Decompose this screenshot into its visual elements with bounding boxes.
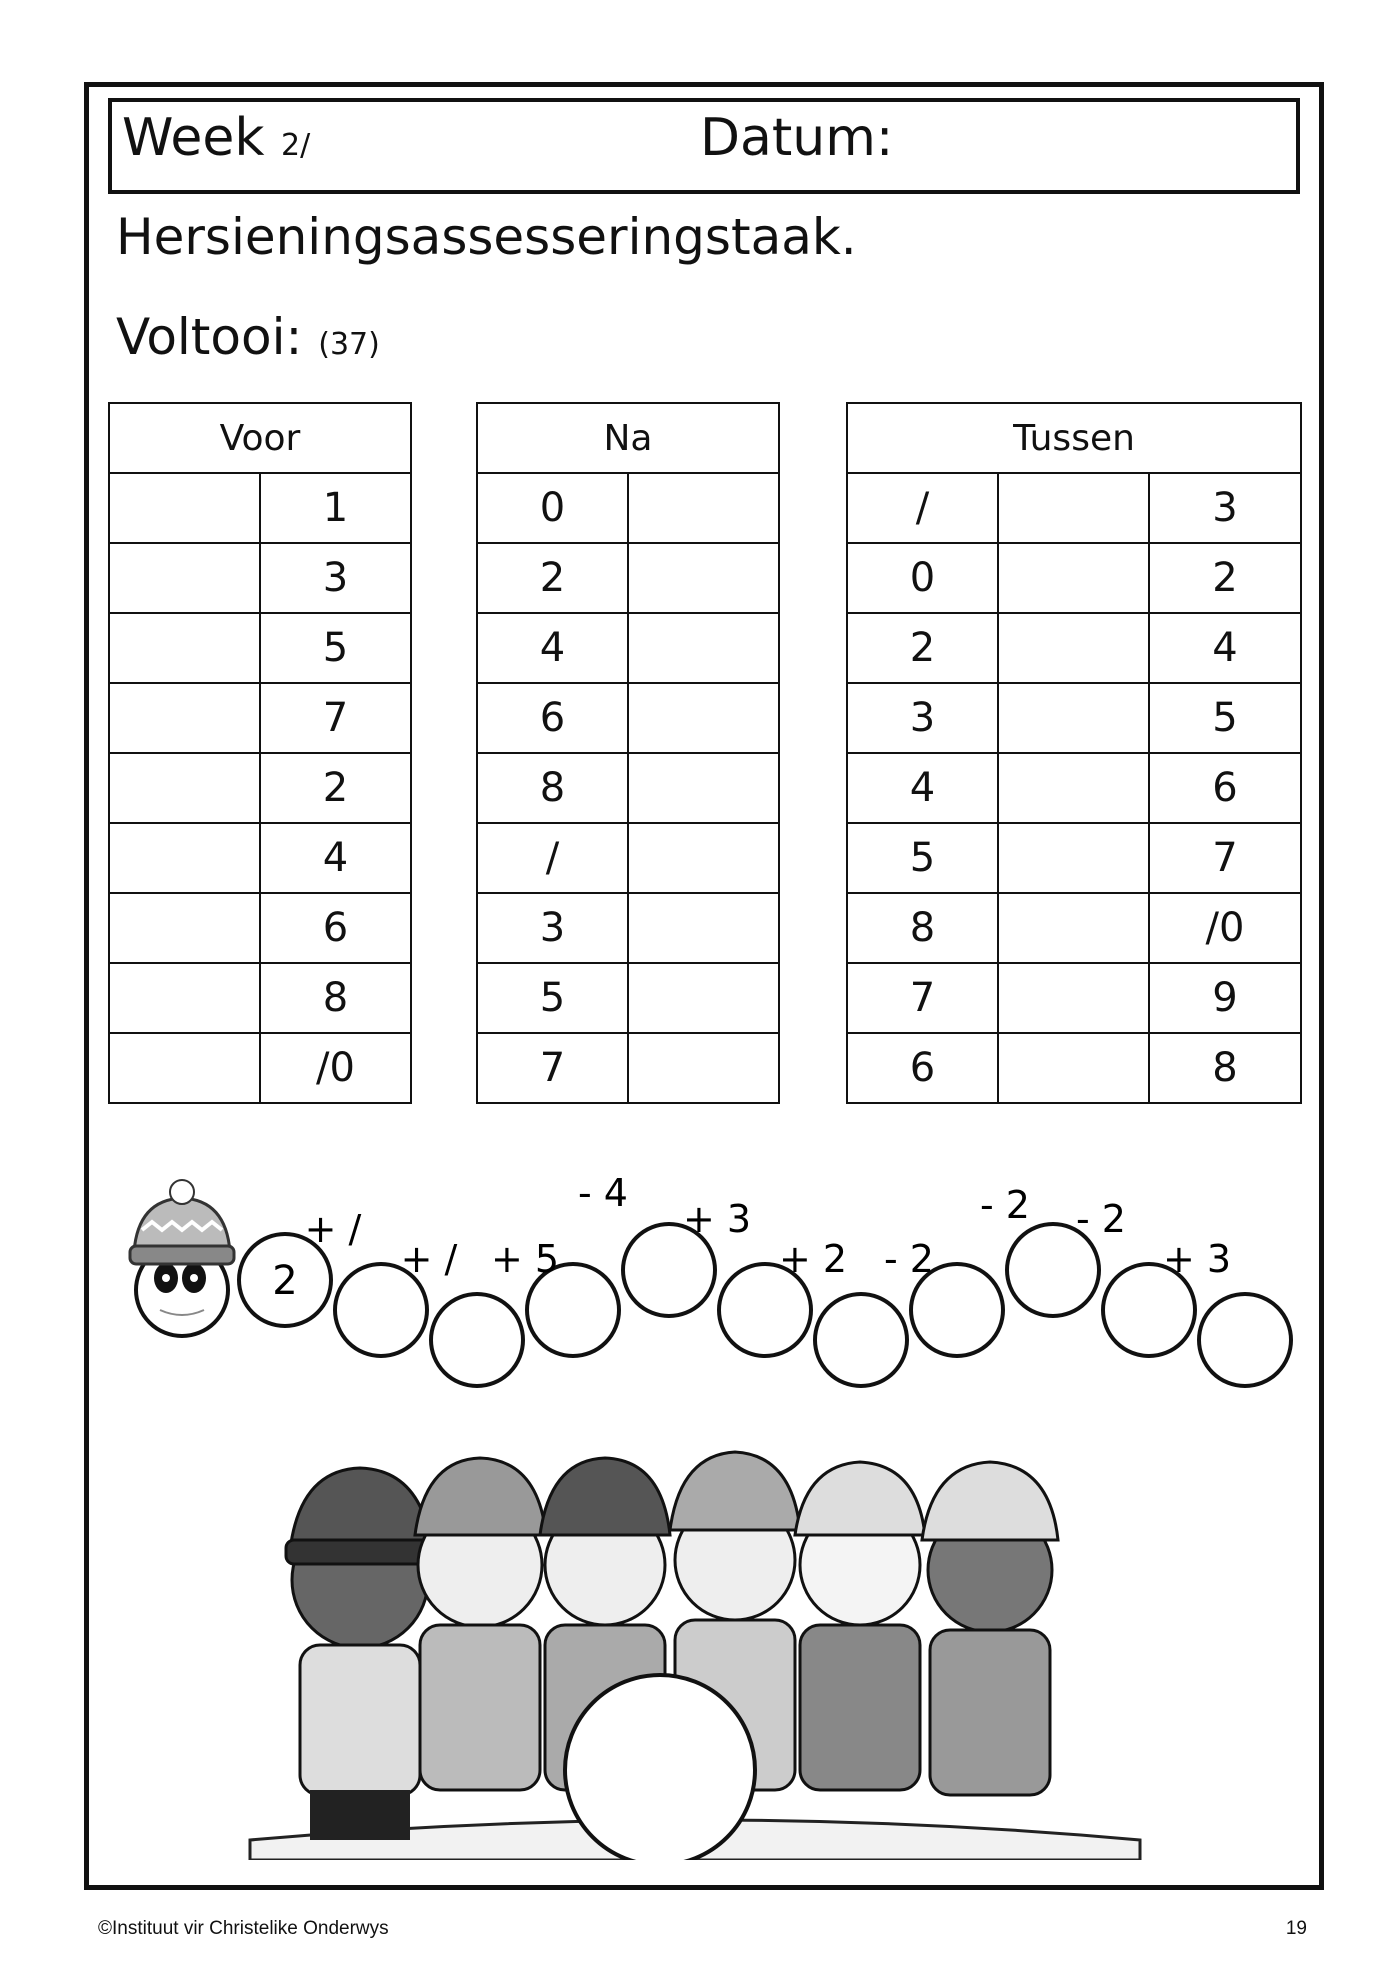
na-number-cell: 4 xyxy=(477,613,628,683)
operation-label: + / xyxy=(400,1237,458,1281)
operation-label: + / xyxy=(304,1207,362,1251)
voor-row xyxy=(109,823,411,893)
tussen-number-cell: 6 xyxy=(1149,753,1301,823)
na-row xyxy=(477,613,779,683)
voor-number-cell: 6 xyxy=(260,893,411,963)
na-number-cell: / xyxy=(477,823,628,893)
voor-number-cell: 4 xyxy=(260,823,411,893)
tussen-row xyxy=(847,543,1301,613)
tussen-number-cell: 8 xyxy=(1149,1033,1301,1103)
operation-label: - 2 xyxy=(980,1183,1030,1227)
na-row xyxy=(477,963,779,1033)
operation-label: - 2 xyxy=(1076,1197,1126,1241)
na-answer-cell[interactable] xyxy=(628,473,779,543)
snowball-icon xyxy=(565,1675,755,1860)
operation-label: - 2 xyxy=(884,1237,934,1281)
voor-row xyxy=(109,963,411,1033)
voor-answer-cell[interactable] xyxy=(109,543,260,613)
voor-answer-cell[interactable] xyxy=(109,683,260,753)
operation-label: + 2 xyxy=(778,1237,848,1281)
voor-table-body xyxy=(109,473,411,1103)
sequence-circles xyxy=(239,1224,1291,1386)
voor-answer-cell[interactable] xyxy=(109,613,260,683)
na-answer-cell[interactable] xyxy=(628,963,779,1033)
footer-page-number: 19 xyxy=(1285,1918,1307,1939)
tussen-number-cell: /0 xyxy=(1149,893,1301,963)
voor-row xyxy=(109,473,411,543)
tussen-row xyxy=(847,963,1301,1033)
na-answer-cell[interactable] xyxy=(628,683,779,753)
tussen-answer-cell[interactable] xyxy=(998,1033,1149,1103)
operation-label: + 3 xyxy=(1162,1237,1232,1281)
na-answer-cell[interactable] xyxy=(628,613,779,683)
na-table-body xyxy=(477,473,779,1103)
na-number-cell: 5 xyxy=(477,963,628,1033)
child-2-figure xyxy=(415,1458,546,1790)
na-answer-cell[interactable] xyxy=(628,1033,779,1103)
voor-number-cell: 3 xyxy=(260,543,411,613)
na-heading: Na xyxy=(477,403,779,473)
voor-row xyxy=(109,893,411,963)
tussen-row xyxy=(847,473,1301,543)
week-label xyxy=(122,108,311,168)
voor-row xyxy=(109,753,411,823)
voor-answer-cell[interactable] xyxy=(109,893,260,963)
na-row xyxy=(477,473,779,543)
answer-circle[interactable] xyxy=(815,1294,907,1386)
tussen-answer-cell[interactable] xyxy=(998,753,1149,823)
voor-answer-cell[interactable] xyxy=(109,963,260,1033)
tussen-row xyxy=(847,613,1301,683)
tussen-number-cell: 2 xyxy=(847,613,998,683)
tussen-number-cell: 7 xyxy=(1149,823,1301,893)
tussen-answer-cell[interactable] xyxy=(998,473,1149,543)
children-building-snowman-icon xyxy=(240,1440,1160,1860)
tussen-number-cell: 2 xyxy=(1149,543,1301,613)
na-row xyxy=(477,753,779,823)
tussen-number-cell: 3 xyxy=(847,683,998,753)
voor-number-cell: 2 xyxy=(260,753,411,823)
na-table xyxy=(476,402,780,1104)
tussen-table xyxy=(846,402,1302,1104)
child-6-figure xyxy=(922,1462,1058,1795)
tussen-row xyxy=(847,1033,1301,1103)
tussen-row xyxy=(847,893,1301,963)
tussen-row xyxy=(847,823,1301,893)
tussen-answer-cell[interactable] xyxy=(998,893,1149,963)
tussen-number-cell: 9 xyxy=(1149,963,1301,1033)
footer-copyright: ©Instituut vir Christelike Onderwys xyxy=(98,1918,389,1939)
tussen-number-cell: 5 xyxy=(1149,683,1301,753)
tussen-heading: Tussen xyxy=(847,403,1301,473)
complete-marks: (37) xyxy=(318,327,380,362)
tussen-row xyxy=(847,683,1301,753)
tussen-number-cell: 4 xyxy=(1149,613,1301,683)
na-number-cell: 2 xyxy=(477,543,628,613)
tussen-table-body xyxy=(847,473,1301,1103)
na-row xyxy=(477,893,779,963)
voor-answer-cell[interactable] xyxy=(109,823,260,893)
tussen-number-cell: 4 xyxy=(847,753,998,823)
complete-label: Voltooi: xyxy=(116,308,303,366)
tussen-number-cell: / xyxy=(847,473,998,543)
na-number-cell: 0 xyxy=(477,473,628,543)
voor-number-cell: 5 xyxy=(260,613,411,683)
voor-number-cell: 1 xyxy=(260,473,411,543)
date-label: Datum: xyxy=(700,108,894,168)
tussen-answer-cell[interactable] xyxy=(998,823,1149,893)
na-row xyxy=(477,543,779,613)
child-1-figure xyxy=(286,1468,436,1840)
tussen-answer-cell[interactable] xyxy=(998,613,1149,683)
week-number: 2/ xyxy=(281,128,311,163)
voor-answer-cell[interactable] xyxy=(109,1033,260,1103)
tussen-answer-cell[interactable] xyxy=(998,963,1149,1033)
operation-label: + 3 xyxy=(682,1197,752,1241)
tussen-number-cell: 6 xyxy=(847,1033,998,1103)
week-label-text: Week xyxy=(122,108,265,168)
operation-label: - 4 xyxy=(578,1171,628,1215)
number-sequence xyxy=(120,1160,1300,1410)
voor-row xyxy=(109,613,411,683)
tussen-row xyxy=(847,753,1301,823)
page-title: Hersieningsassesseringstaak. xyxy=(116,208,857,266)
na-answer-cell[interactable] xyxy=(628,893,779,963)
voor-row xyxy=(109,683,411,753)
voor-number-cell: 7 xyxy=(260,683,411,753)
na-row xyxy=(477,683,779,753)
na-number-cell: 7 xyxy=(477,1033,628,1103)
na-answer-cell[interactable] xyxy=(628,753,779,823)
voor-heading: Voor xyxy=(109,403,411,473)
na-row xyxy=(477,1033,779,1103)
voor-answer-cell[interactable] xyxy=(109,753,260,823)
tussen-number-cell: 7 xyxy=(847,963,998,1033)
voor-row xyxy=(109,1033,411,1103)
tussen-number-cell: 0 xyxy=(847,543,998,613)
na-number-cell: 6 xyxy=(477,683,628,753)
start-value: 2 xyxy=(272,1258,298,1304)
voor-number-cell: 8 xyxy=(260,963,411,1033)
na-row xyxy=(477,823,779,893)
answer-circle[interactable] xyxy=(431,1294,523,1386)
complete-instruction xyxy=(116,308,380,366)
voor-table xyxy=(108,402,412,1104)
tussen-number-cell: 3 xyxy=(1149,473,1301,543)
na-answer-cell[interactable] xyxy=(628,823,779,893)
voor-row xyxy=(109,543,411,613)
na-number-cell: 8 xyxy=(477,753,628,823)
tussen-number-cell: 8 xyxy=(847,893,998,963)
child-5-figure xyxy=(795,1462,925,1790)
voor-number-cell: /0 xyxy=(260,1033,411,1103)
tussen-number-cell: 5 xyxy=(847,823,998,893)
snowman-face-with-beanie-icon xyxy=(130,1180,234,1336)
na-answer-cell[interactable] xyxy=(628,543,779,613)
answer-circle[interactable] xyxy=(1199,1294,1291,1386)
operation-label: + 5 xyxy=(490,1237,560,1281)
na-number-cell: 3 xyxy=(477,893,628,963)
tussen-answer-cell[interactable] xyxy=(998,543,1149,613)
voor-answer-cell[interactable] xyxy=(109,473,260,543)
tussen-answer-cell[interactable] xyxy=(998,683,1149,753)
